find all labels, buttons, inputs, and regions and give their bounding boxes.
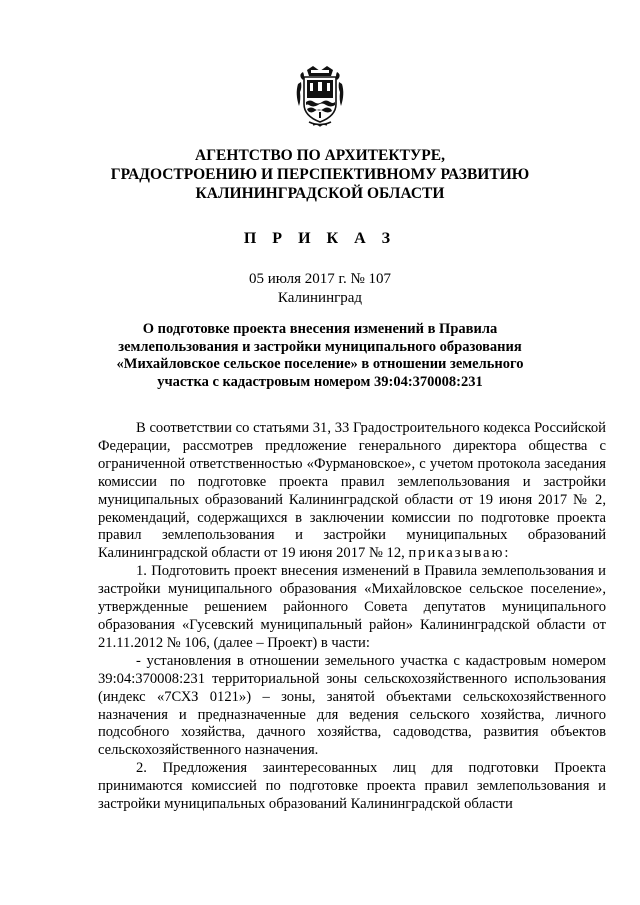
- subject-line-2: землепользования и застройки муниципального образования: [118, 338, 522, 355]
- agency-line-2: ГРАДОСТРОЕНИЮ И ПЕРСПЕКТИВНОМУ РАЗВИТИЮ: [110, 166, 530, 183]
- agency-line-3: КАЛИНИНГРАДСКОЙ ОБЛАСТИ: [195, 185, 445, 202]
- subject-line-3: «Михайловское сельское поселение» в отношении земельного: [116, 356, 524, 372]
- order-body: [98, 420, 606, 814]
- city: Калининград: [277, 290, 363, 306]
- document-type-title: П Р И К А З: [243, 230, 397, 247]
- preamble-text: В соответствии со статьями 31, 33 Градостроительного кодекса Российской Федерации, рассмотрев предложение генерального директора общества с ограниченной ответственностью «Фурмановское», с учетом протокола заседания комиссии по подготовке проекта правил землепользования и застройки муниципальных образований Калининградской области от 19 июня 2017 № 2, рекомендаций, содержащихся в заключении комиссии по подготовке проекта правил землепользования и застройки муниципальных образований Калининградской области от 19 июня 2017 № 12,: [98, 420, 606, 562]
- order-subject: [110, 321, 530, 391]
- preamble-colon: :: [504, 545, 509, 562]
- date-number: 05 июля 2017 г. № 107: [248, 271, 392, 287]
- agency-line-1: АГЕНТСТВО ПО АРХИТЕКТУРЕ,: [195, 147, 445, 164]
- coat-of-arms-icon: [295, 64, 345, 128]
- item-2-paragraph: 2. Предложения заинтересованных лиц для подготовки Проекта принимаются комиссией по подготовке проекта правил землепользования и застройки муниципальных образований Калининградской области: [98, 760, 606, 813]
- item-1-paragraph: 1. Подготовить проект внесения изменений в Правила землепользования и застройки муниципального образования «Михайловское сельское поселение», утвержденные решением районного Совета депутатов муниципального образования «Гусевский муниципальный район» Калининградской области от 21.11.2012 № 106, (далее – Проект) в части:: [98, 563, 606, 651]
- preamble-paragraph: [98, 420, 606, 563]
- agency-name: [80, 146, 560, 203]
- item-1-subpoint: - установления в отношении земельного участка с кадастровым номером 39:04:370008:231 территориальной зоны сельскохозяйственного использования (индекс «7СХЗ 0121») – зоны, занятой объектами сельскохозяйственного назначения и предназначенные для ведения сельского хозяйства, личного подсобного хозяйства, дачного хозяйства, садоводства, развития объектов сельскохозяйственного назначения.: [98, 652, 606, 759]
- subject-line-1: О подготовке проекта внесения изменений в Правила: [142, 321, 498, 337]
- date-and-place: [0, 270, 640, 308]
- subject-line-4: участка с кадастровым номером 39:04:370008:231: [157, 373, 483, 390]
- order-keyword: приказываю: [408, 545, 505, 562]
